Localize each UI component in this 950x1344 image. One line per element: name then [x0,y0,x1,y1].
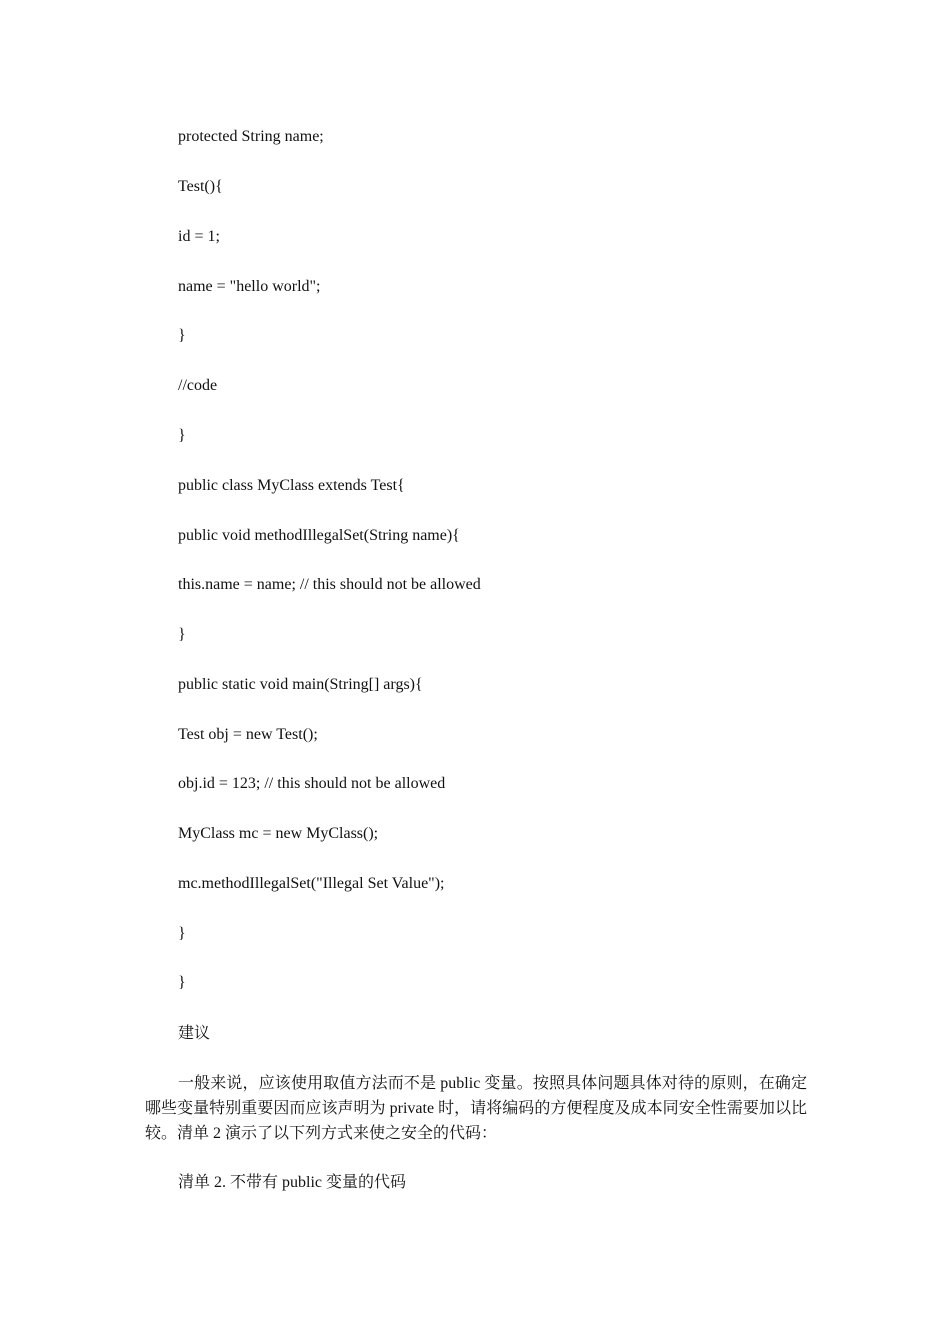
code-line: MyClass mc = new MyClass(); [178,825,379,842]
listing-caption: 清单 2. 不带有 public 变量的代码 [178,1174,406,1191]
code-line: obj.id = 123; // this should not be allowed [178,775,446,792]
section-heading: 建议 [178,1025,211,1042]
code-line: name = "hello world"; [178,278,321,295]
code-line: public class MyClass extends Test{ [178,477,405,494]
code-line: public void methodIllegalSet(String name){ [178,527,460,544]
body-paragraph: 一般来说，应该使用取值方法而不是 public 变量。按照具体问题具体对待的原则，在确定哪些变量特别重要因而应该声明为 private 时，请将编码的方便程度及成本同安全性需要加以比较。清单 2 演示了以下列方式来使之安全的代码： [145,1075,807,1142]
code-line: } [178,974,186,991]
code-line: } [178,925,186,942]
code-line: //code [178,377,218,394]
code-line: Test obj = new Test(); [178,726,318,743]
code-line: id = 1; [178,228,220,245]
code-line: public static void main(String[] args){ [178,676,423,693]
code-line: protected String name; [178,128,324,145]
code-line: mc.methodIllegalSet("Illegal Set Value"); [178,875,445,892]
code-line: } [178,626,186,643]
code-line: } [178,427,186,444]
code-line: Test(){ [178,178,223,195]
code-line: } [178,327,186,344]
code-line: this.name = name; // this should not be allowed [178,576,481,593]
